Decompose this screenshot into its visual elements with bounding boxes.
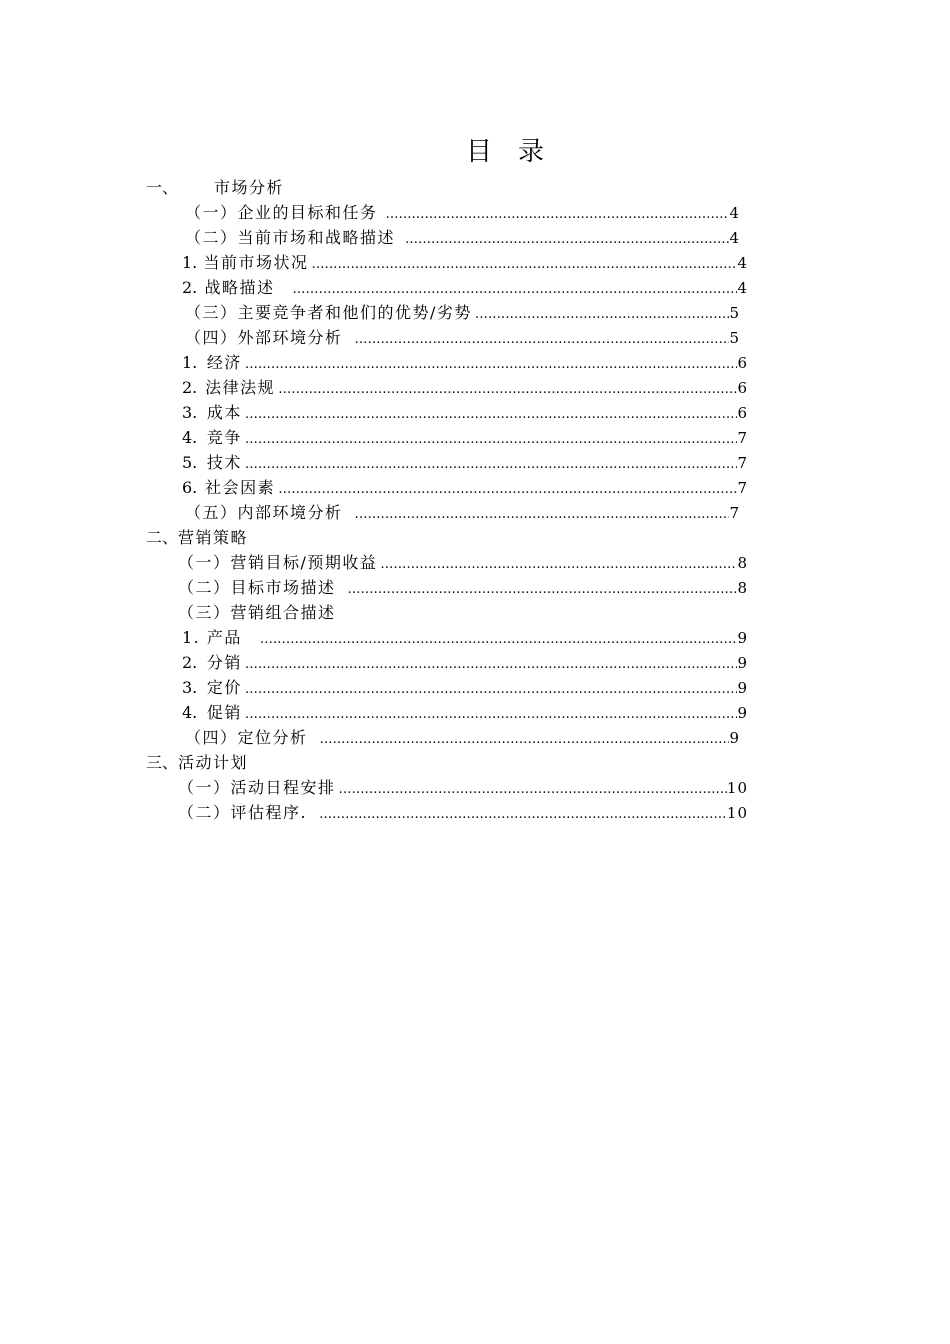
toc-entry[interactable] xyxy=(182,376,748,400)
toc-entry[interactable] xyxy=(185,326,740,350)
toc-page-number: 9 xyxy=(737,679,748,697)
toc-leader-dots xyxy=(242,703,738,727)
toc-number: 3. xyxy=(182,403,198,422)
toc-leader-dots xyxy=(336,578,738,602)
toc-number: 一、 xyxy=(146,178,179,197)
toc-label: 营销策略 xyxy=(178,528,249,547)
toc-leader-dots xyxy=(307,803,727,827)
toc-label: 技术 xyxy=(206,453,242,472)
toc-label: （四）外部环境分析 xyxy=(185,328,343,347)
toc-entry[interactable] xyxy=(182,451,748,475)
toc-entry[interactable] xyxy=(185,301,740,325)
toc-leader-dots xyxy=(242,428,738,452)
toc-page-number: 8 xyxy=(737,579,748,597)
toc-label: （二）目标市场描述 xyxy=(178,578,336,597)
toc-page-number: 9 xyxy=(737,704,748,722)
toc-number: 4. xyxy=(182,703,198,722)
toc-entry[interactable] xyxy=(182,701,748,725)
toc-number: 2. xyxy=(182,278,198,297)
toc-leader-dots xyxy=(242,453,738,477)
toc-entry[interactable] xyxy=(182,401,748,425)
toc-section-2[interactable] xyxy=(146,526,746,550)
toc-page-number: 10 xyxy=(726,779,748,797)
toc-label: 竞争 xyxy=(206,428,242,447)
toc-entry[interactable] xyxy=(178,801,748,825)
toc-leader-dots xyxy=(395,228,729,252)
page-title xyxy=(0,132,950,172)
toc-label: 市场分析 xyxy=(214,178,285,197)
toc-page-number: 5 xyxy=(729,329,740,347)
toc-number: 5. xyxy=(182,453,198,472)
toc-leader-dots xyxy=(242,678,738,702)
toc-entry[interactable] xyxy=(182,476,748,500)
toc-label: （三）营销组合描述 xyxy=(178,603,336,622)
toc-label: （五）内部环境分析 xyxy=(185,503,343,522)
toc-label: 促销 xyxy=(206,703,242,722)
toc-label: 法律法规 xyxy=(205,378,276,397)
toc-label: （一）营销目标/预期收益 xyxy=(178,553,378,572)
toc-entry[interactable] xyxy=(178,551,748,575)
toc-label: （二）当前市场和战略描述 xyxy=(185,228,396,247)
toc-label: （一）活动日程安排 xyxy=(178,778,336,797)
toc-page-number: 9 xyxy=(737,629,748,647)
toc-number: 二、 xyxy=(146,528,179,547)
toc-label: （一）企业的目标和任务 xyxy=(185,203,378,222)
toc-page-number: 7 xyxy=(737,429,748,447)
toc-page-number: 10 xyxy=(726,804,748,822)
toc-entry[interactable] xyxy=(178,601,748,625)
toc-leader-dots xyxy=(343,503,730,527)
toc-page-number: 7 xyxy=(737,479,748,497)
toc-number: 三、 xyxy=(146,753,179,772)
title-char-2: 录 xyxy=(518,137,545,167)
toc-page-number: 4 xyxy=(737,254,748,272)
toc-page-number: 4 xyxy=(729,229,740,247)
toc-number: 3. xyxy=(182,678,198,697)
toc-entry[interactable] xyxy=(182,351,748,375)
toc-number: 4. xyxy=(182,428,198,447)
toc-entry[interactable] xyxy=(178,776,748,800)
toc-leader-dots xyxy=(242,403,738,427)
toc-page-number: 7 xyxy=(729,504,740,522)
toc-label: （二）评估程序. xyxy=(178,803,308,822)
title-char-1: 目 xyxy=(465,137,492,167)
toc-entry[interactable] xyxy=(178,576,748,600)
toc-entry[interactable] xyxy=(185,226,740,250)
toc-section-3[interactable] xyxy=(146,751,746,775)
toc-leader-dots xyxy=(275,478,737,502)
toc-leader-dots xyxy=(309,253,738,277)
toc-number: 1. xyxy=(182,253,198,272)
toc-entry[interactable] xyxy=(185,726,740,750)
toc-leader-dots xyxy=(472,303,730,327)
toc-page-number: 6 xyxy=(737,379,748,397)
toc-page-number: 9 xyxy=(737,654,748,672)
toc-entry[interactable] xyxy=(185,501,740,525)
toc-label: 社会因素 xyxy=(205,478,276,497)
toc-entry[interactable] xyxy=(182,426,748,450)
toc-label: 经济 xyxy=(206,353,242,372)
toc-leader-dots xyxy=(378,203,730,227)
toc-label: 定价 xyxy=(206,678,242,697)
toc-label: 当前市场状况 xyxy=(203,253,309,272)
toc-number: 2. xyxy=(182,378,198,397)
toc-leader-dots xyxy=(242,653,738,677)
toc-page-number: 5 xyxy=(729,304,740,322)
toc-leader-dots xyxy=(274,278,737,302)
toc-label: （三）主要竞争者和他们的优势/劣势 xyxy=(185,303,472,322)
toc-entry[interactable] xyxy=(182,626,748,650)
toc-leader-dots xyxy=(343,328,730,352)
toc-label: 分销 xyxy=(206,653,242,672)
toc-leader-dots xyxy=(336,778,727,802)
toc-entry[interactable] xyxy=(182,676,748,700)
toc-page-number: 9 xyxy=(729,729,740,747)
toc-label: 成本 xyxy=(206,403,242,422)
toc-section-1[interactable] xyxy=(146,176,746,200)
toc-entry[interactable] xyxy=(182,251,748,275)
toc-page-number: 6 xyxy=(737,354,748,372)
toc-page-number: 7 xyxy=(737,454,748,472)
toc-number: 2. xyxy=(182,653,198,672)
toc-entry[interactable] xyxy=(182,276,748,300)
toc-number: 6. xyxy=(182,478,198,497)
toc-label: 战略描述 xyxy=(204,278,275,297)
toc-page-number: 4 xyxy=(729,204,740,222)
toc-leader-dots xyxy=(275,378,737,402)
toc-entry[interactable] xyxy=(182,651,748,675)
toc-entry[interactable] xyxy=(185,201,740,225)
toc-page-number: 6 xyxy=(737,404,748,422)
toc-number: 1. xyxy=(182,353,198,372)
toc-label: （四）定位分析 xyxy=(185,728,308,747)
toc-page-number: 8 xyxy=(737,554,748,572)
toc-leader-dots xyxy=(377,553,737,577)
toc-leader-dots xyxy=(308,728,730,752)
toc-leader-dots xyxy=(242,353,738,377)
toc-page-number: 4 xyxy=(737,279,748,297)
toc-label: 活动计划 xyxy=(178,753,249,772)
toc-label: 1. 产品 xyxy=(182,628,242,647)
toc-leader-dots xyxy=(242,628,738,652)
